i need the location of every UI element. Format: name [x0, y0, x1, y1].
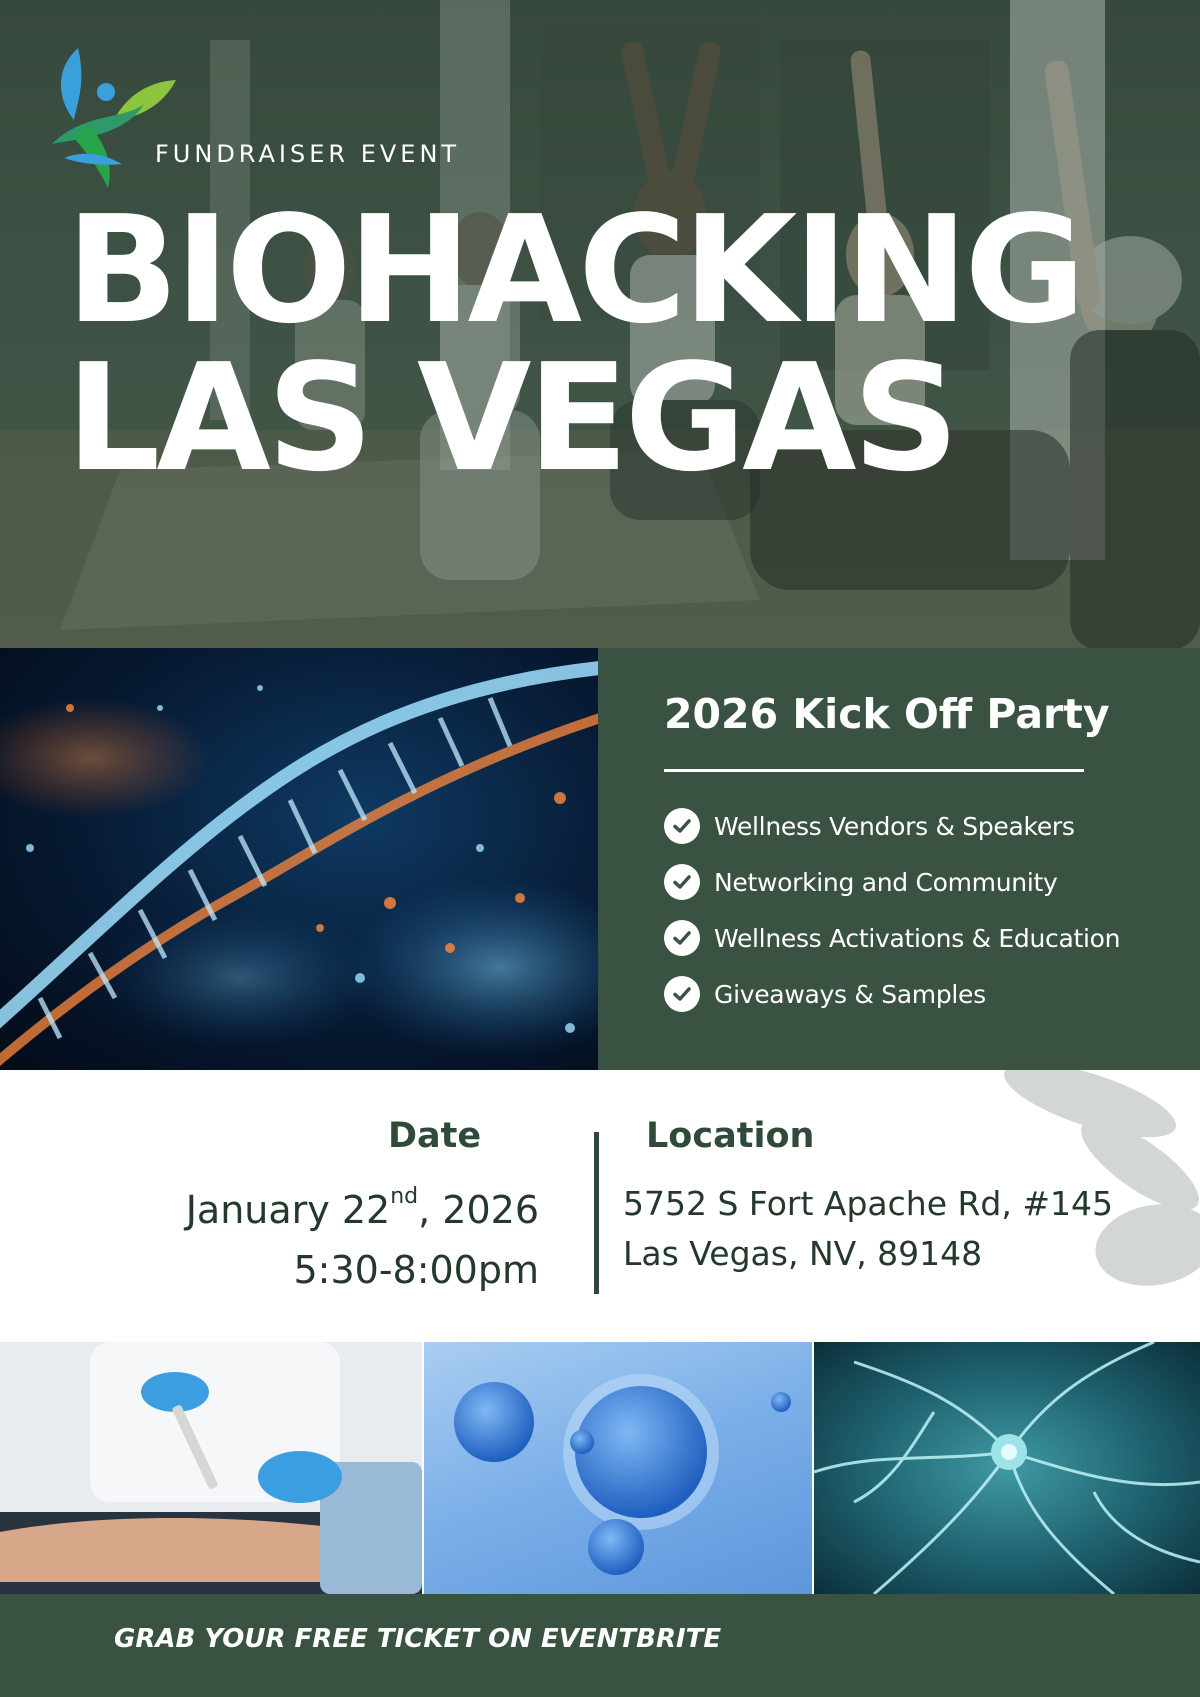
event-details — [0, 1070, 1200, 1342]
list-item — [664, 854, 1120, 910]
check-circle-icon — [664, 976, 700, 1012]
date-heading: Date — [388, 1116, 482, 1156]
list-item — [664, 910, 1120, 966]
ticket-cta: GRAB YOUR FREE TICKET ON EVENTBRITE — [114, 1624, 722, 1654]
check-circle-icon — [664, 864, 700, 900]
address-line-1: 5752 S Fort Apache Rd, #145 — [623, 1184, 1113, 1223]
feature-text: Giveaways & Samples — [714, 979, 986, 1009]
check-circle-icon — [664, 808, 700, 844]
features-divider — [664, 769, 1084, 772]
feature-list — [664, 798, 1120, 1022]
event-date — [185, 1184, 539, 1232]
address-line-2: Las Vegas, NV, 89148 — [623, 1234, 983, 1273]
features-title: 2026 Kick Off Party — [664, 690, 1110, 738]
list-item — [664, 966, 1120, 1022]
event-title — [66, 184, 1186, 504]
event-type-label: FUNDRAISER EVENT — [155, 140, 461, 168]
features-panel — [598, 648, 1200, 1070]
date-ordinal: nd — [390, 1184, 419, 1209]
date-year: , 2026 — [418, 1188, 539, 1232]
list-item — [664, 798, 1120, 854]
feature-text: Wellness Activations & Education — [714, 923, 1121, 953]
date-month-day: January 22 — [185, 1188, 391, 1232]
photo-strip — [0, 1342, 1200, 1594]
event-title-line-1: BIOHACKING — [66, 184, 1082, 356]
vertical-divider — [594, 1132, 599, 1294]
footer — [0, 1594, 1200, 1697]
location-heading: Location — [646, 1116, 815, 1156]
dna-helix-image — [0, 648, 598, 1070]
event-title-line-2: LAS VEGAS — [66, 332, 956, 504]
hero-section — [0, 0, 1200, 648]
feature-text: Networking and Community — [714, 867, 1058, 897]
injection-photo — [0, 1342, 422, 1594]
stem-cells-image — [424, 1342, 812, 1594]
neuron-image — [814, 1342, 1200, 1594]
check-circle-icon — [664, 920, 700, 956]
feature-text: Wellness Vendors & Speakers — [714, 811, 1075, 841]
event-time: 5:30-8:00pm — [293, 1248, 539, 1292]
